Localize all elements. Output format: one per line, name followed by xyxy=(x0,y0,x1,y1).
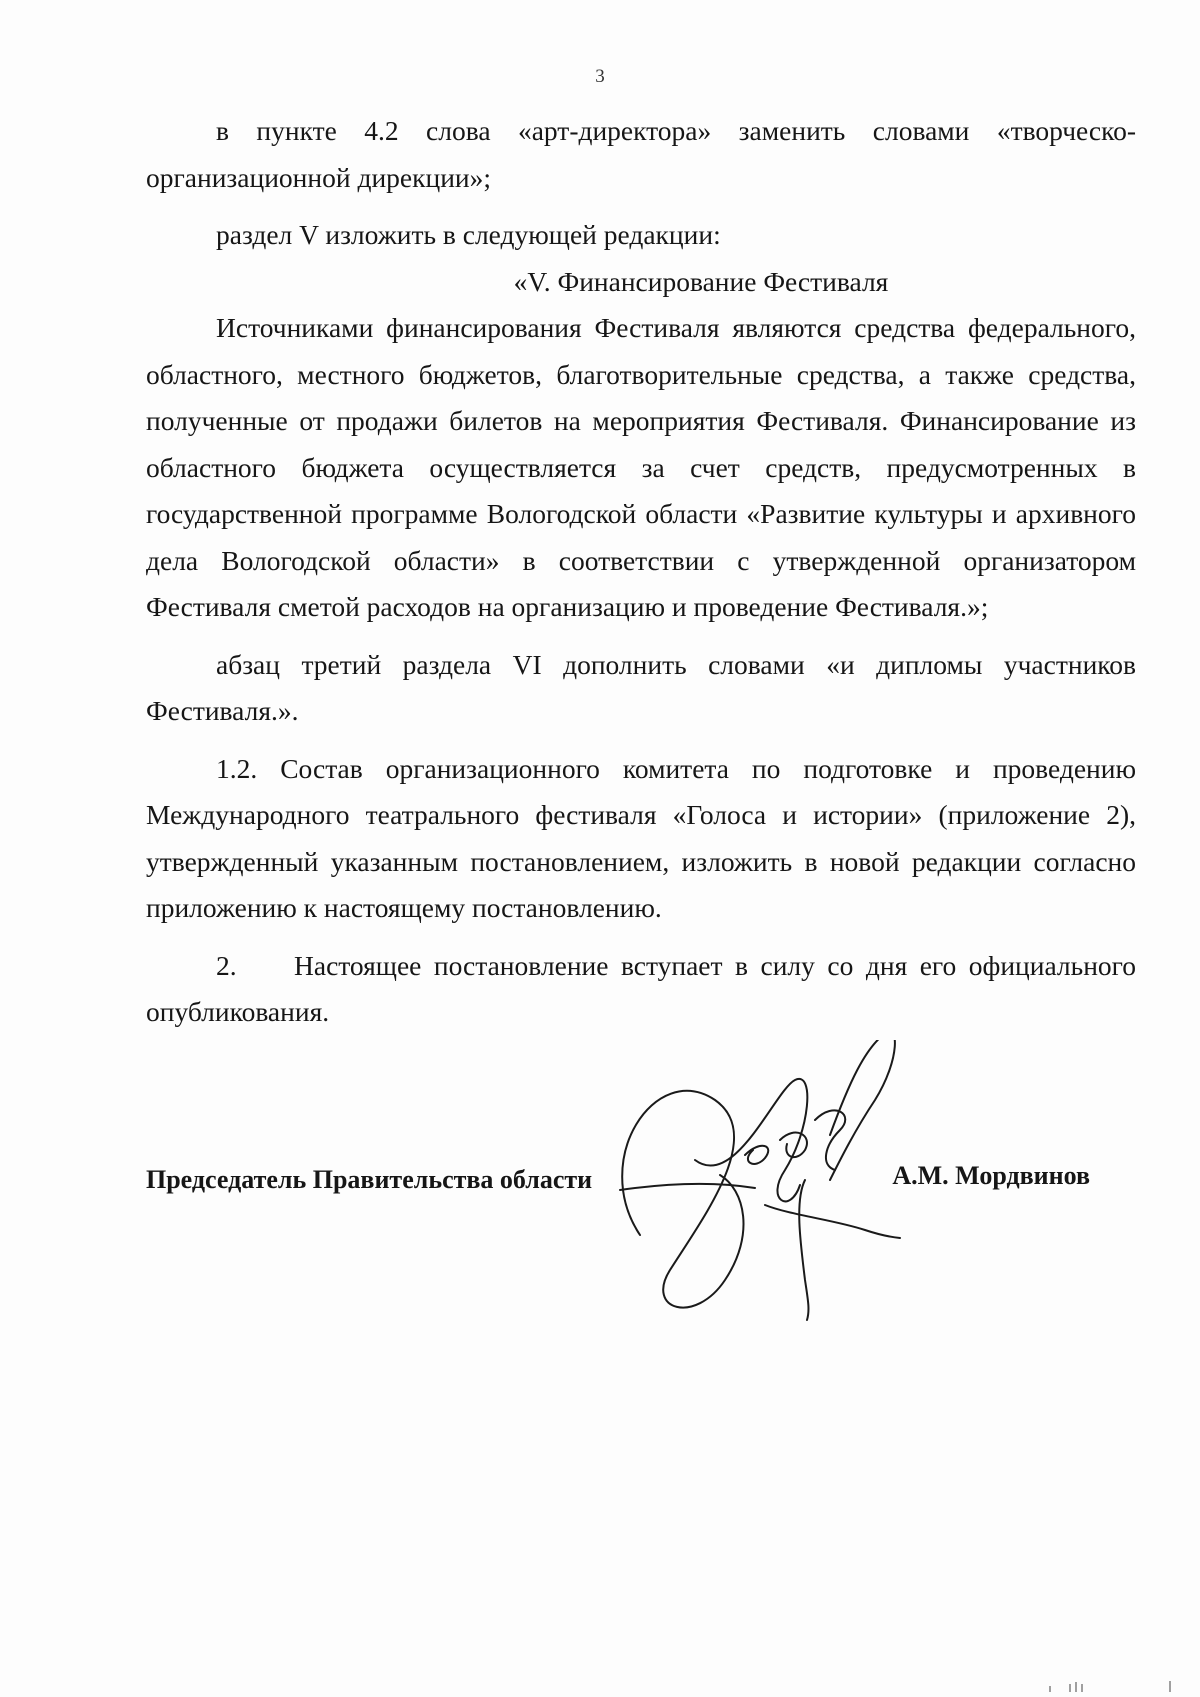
item-2-number: 2. xyxy=(216,949,237,981)
paragraph-1-2: 1.2. Состав организационного комитета по подготовке и проведению Международного театрального фестиваля «Голоса и истории» (приложение 2), утвержденный указанным постановлением, изложить в новой редакции согласно приложению к настоящему постановлению. xyxy=(146,752,1136,923)
section-v-heading: «V. Финансирование Фестиваля xyxy=(513,265,889,297)
paragraph-financing: Источниками финансирования Фестиваля являются средства федерального, областного, местного бюджетов, благотворительные средства, а также средства, полученные от продажи билетов на мероприятия Фестиваля. Финансирование из областного бюджета осуществляется за счет средств, предусмотренных в государственной программе Вологодской области «Развитие культуры и архивного дела Вологодской области» в соответствии с утвержденной организатором Фестиваля сметой расходов на организацию и проведение Фестиваля.»; xyxy=(146,312,1136,622)
signatory-name: А.М. Мордвинов xyxy=(892,1161,1090,1190)
item-2-text: Настоящее постановление вступает в силу со дня его официального опубликования. xyxy=(146,949,1136,1027)
scan-artifact-marks xyxy=(1030,1676,1180,1694)
paragraph-item-2 xyxy=(146,943,1136,1036)
paragraph-section-vi: абзац третий раздела VI дополнить словами «и дипломы участников Фестиваля.». xyxy=(146,648,1136,726)
paragraph-amend-4-2: в пункте 4.2 слова «арт-директора» заменить словами «творческо-организационной дирекции»; xyxy=(146,115,1136,193)
signatory-title: Председатель Правительства области xyxy=(146,1165,593,1194)
document-body xyxy=(146,108,1136,1036)
page-number: 3 xyxy=(595,66,605,87)
signature-block xyxy=(146,1161,1090,1205)
paragraph-section-v-intro: раздел V изложить в следующей редакции: xyxy=(216,219,721,250)
